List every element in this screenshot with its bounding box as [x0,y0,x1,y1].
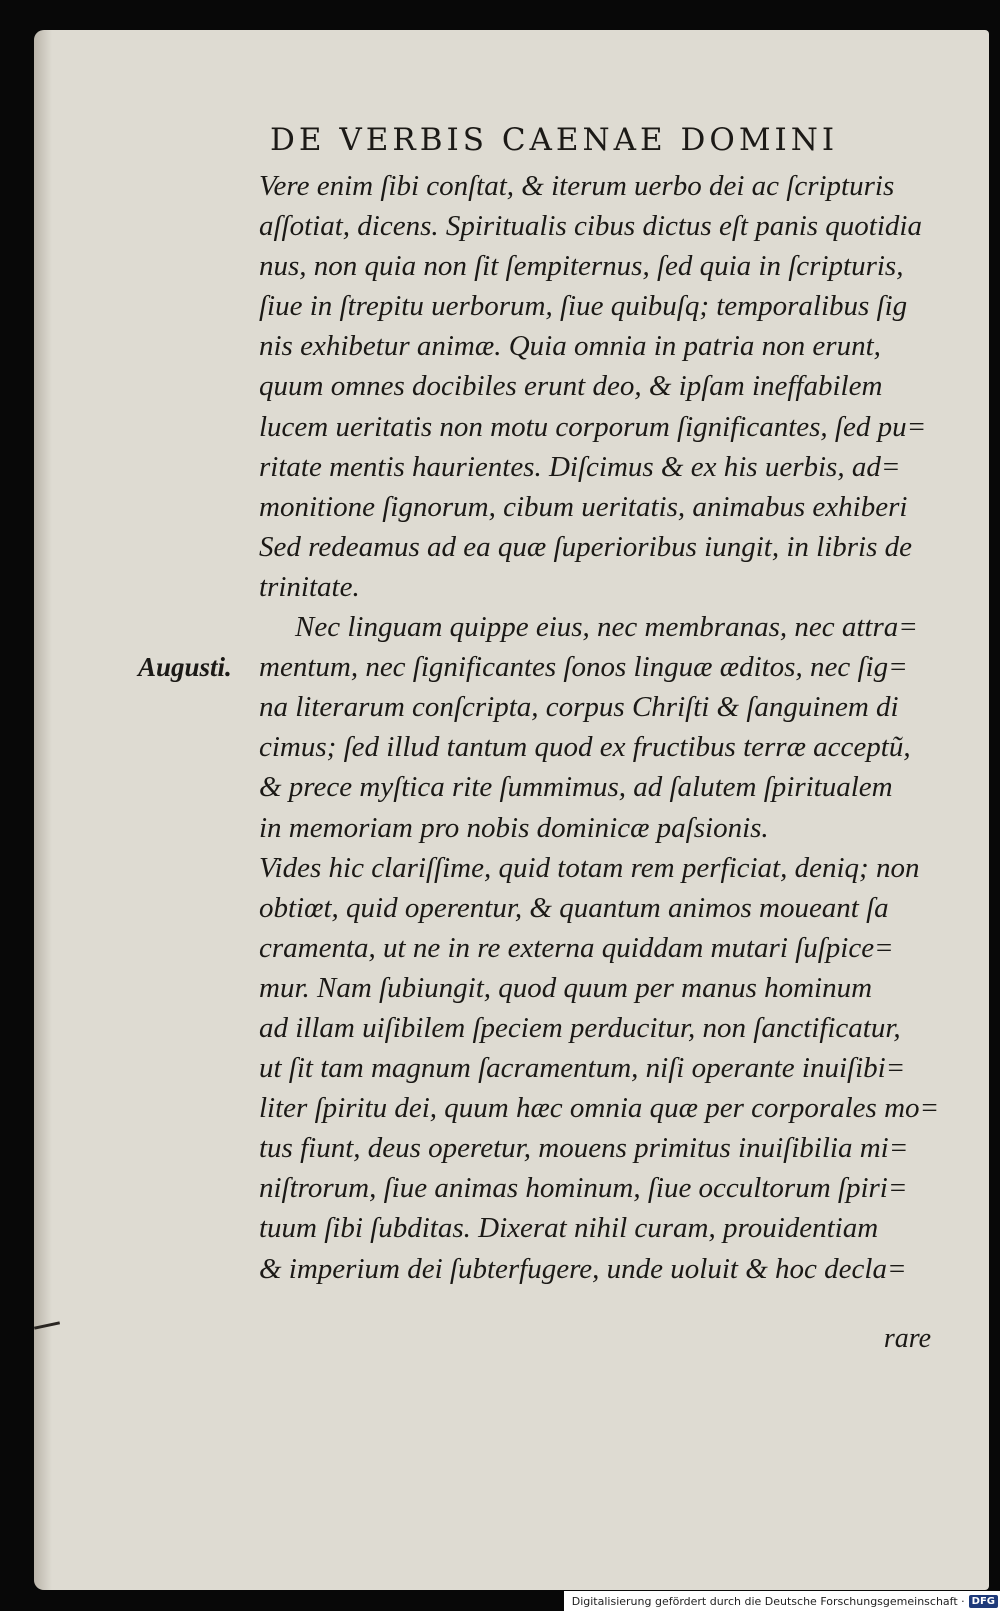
text-line: aſſotiat, dicens. Spiritualis cibus dictus eſt panis quotidia [259,210,922,243]
text-line: ſiue in ſtrepitu uerborum, ſiue quibuſq; temporalibus ſig [259,290,908,323]
text-line: Nec linguam quippe eius, nec membranas, nec attra= [295,611,918,644]
text-line: liter ſpiritu dei, quum hæc omnia quæ per corporales mo= [259,1092,940,1125]
text-line: cramenta, ut ne in re externa quiddam mutari ſuſpice= [259,931,894,964]
text-line: & prece myſtica rite ſummimus, ad ſalutem ſpiritualem [259,771,893,804]
dfg-logo-icon: DFG [969,1595,998,1608]
text-line: lucem ueritatis non motu corporum ſignificantes, ſed pu= [259,410,927,443]
text-line: ritate mentis haurientes. Diſcimus & ex his uerbis, ad= [259,450,901,483]
text-line: Vides hic clariſſime, quid totam rem perficiat, deniq; non [259,851,920,884]
book-page [34,30,989,1590]
text-line: nus, non quia non ſit ſempiternus, ſed quia in ſcripturis, [259,250,904,283]
digitization-footer [564,1591,1000,1611]
body-text [259,166,979,1289]
text-line: trinitate. [259,570,360,603]
text-line: obtiœt, quid operentur, & quantum animos moueant ſa [259,891,889,924]
catchword: rare [883,1323,931,1354]
text-line: ut ſit tam magnum ſacramentum, niſi operante inuiſibi= [259,1052,906,1085]
text-line: tuum ſibi ſubditas. Dixerat nihil curam, prouidentiam [259,1212,879,1245]
text-line: quum omnes docibiles erunt deo, & ipſam ineffabilem [259,370,883,403]
text-line: mentum, nec ſignificantes ſonos linguæ æditos, nec ſig= [259,651,908,684]
text-line: tus fiunt, deus operetur, mouens primitus inuiſibilia mi= [259,1132,909,1165]
text-line: cimus; ſed illud tantum quod ex fructibus terræ acceptũ, [259,731,911,764]
text-line: in memoriam pro nobis dominicæ paſsionis. [259,811,769,844]
text-line: niſtrorum, ſiue animas hominum, ſiue occultorum ſpiri= [259,1172,908,1205]
margin-note: Augusti. [138,652,232,682]
text-line: ad illam uiſibilem ſpeciem perducitur, non ſanctificatur, [259,1011,901,1044]
text-line: nis exhibetur animæ. Quia omnia in patria non erunt, [259,330,881,363]
text-line: mur. Nam ſubiungit, quod quum per manus hominum [259,971,873,1004]
text-line: Vere enim ſibi conſtat, & iterum uerbo dei ac ſcripturis [259,170,895,202]
text-line: Sed redeamus ad ea quæ ſuperioribus iungit, in libris de [259,530,913,563]
text-line: & imperium dei ſubterfugere, unde uoluit & hoc decla= [259,1252,907,1285]
text-line: na literarum conſcripta, corpus Chriſti & ſanguinem di [259,691,899,724]
footer-text: Digitalisierung gefördert durch die Deutsche Forschungsgemeinschaft · [571,1594,965,1608]
running-head: DE VERBIS CAENAE DOMINI [270,122,839,158]
text-line: monitione ſignorum, cibum ueritatis, animabus exhiberi [259,490,908,523]
page-edge-mark [34,1321,60,1329]
